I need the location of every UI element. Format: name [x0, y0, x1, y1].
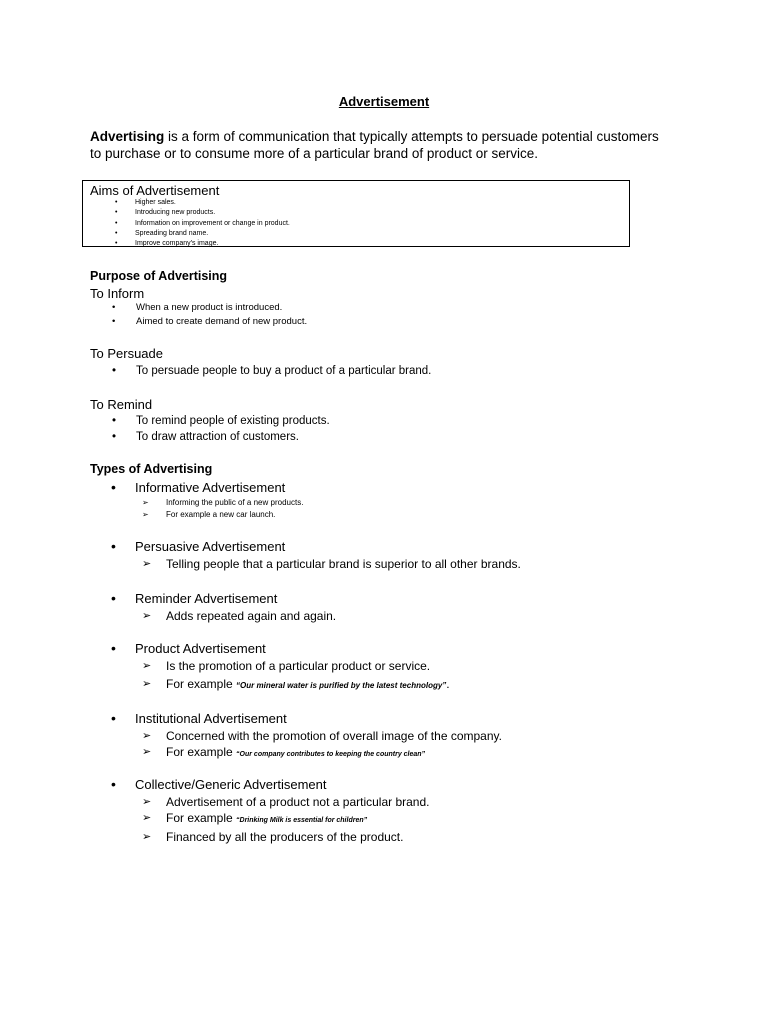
bullet-icon: •	[112, 415, 117, 427]
type-collective	[90, 777, 730, 845]
list-item: • Higher sales.	[115, 199, 176, 206]
arrow-bullet-icon: ➢	[142, 746, 152, 758]
type-reminder	[90, 591, 690, 624]
list-item: ➢ For example “Our mineral water is purified by the latest technology”.	[142, 677, 450, 691]
informative-list	[90, 497, 690, 521]
collective-list	[90, 794, 730, 845]
persuade-list	[90, 363, 431, 379]
type-heading: Product Advertisement	[135, 641, 266, 656]
type-persuasive	[90, 539, 730, 572]
bullet-icon: •	[115, 229, 118, 237]
list-item: ➢ Adds repeated again and again.	[142, 609, 337, 623]
arrow-bullet-icon: ➢	[142, 796, 152, 808]
remind-list	[90, 413, 330, 445]
bullet-icon: •	[111, 590, 116, 606]
aims-box	[82, 180, 630, 247]
arrow-bullet-icon: ➢	[142, 831, 152, 843]
list-item: • Spreading brand name.	[115, 229, 209, 237]
purpose-heading: Purpose of Advertising	[90, 269, 228, 283]
bullet-icon: •	[115, 219, 118, 227]
bullet-icon: •	[112, 431, 117, 443]
intro-term: Advertising	[90, 129, 165, 144]
list-item: • Information on improvement or change in product.	[115, 219, 290, 227]
type-heading: Persuasive Advertisement	[135, 539, 286, 554]
list-item: • To persuade people to buy a product of a particular brand.	[112, 365, 432, 377]
list-item: • When a new product is introduced.	[112, 302, 283, 313]
list-item: ➢ For example a new car launch.	[142, 510, 276, 519]
persuasive-list	[90, 556, 730, 572]
type-heading: Institutional Advertisement	[135, 711, 287, 726]
types-heading: Types of Advertising	[90, 462, 213, 476]
list-item: ➢ Informing the public of a new products.	[142, 498, 304, 507]
bullet-icon: •	[111, 479, 116, 495]
aims-list	[83, 198, 290, 249]
type-product	[90, 641, 730, 694]
type-heading: Reminder Advertisement	[135, 591, 278, 606]
list-item: ➢ Advertisement of a product not a particular brand.	[142, 795, 430, 809]
type-institutional	[90, 711, 730, 763]
bullet-icon: •	[115, 240, 118, 248]
example-quote: “Drinking Milk is essential for children”	[236, 817, 368, 824]
inform-heading: To Inform	[90, 286, 145, 301]
aims-heading: Aims of Advertisement	[90, 183, 220, 198]
type-heading: Collective/Generic Advertisement	[135, 777, 327, 792]
bullet-icon: •	[112, 365, 117, 377]
list-item: • To draw attraction of customers.	[112, 431, 299, 443]
list-item: ➢ Is the promotion of a particular product or service.	[142, 659, 431, 673]
list-item: • Improve company's image.	[115, 240, 219, 248]
arrow-bullet-icon: ➢	[142, 812, 152, 824]
inform-list	[90, 301, 307, 329]
bullet-icon: •	[111, 776, 116, 792]
bullet-icon: •	[112, 316, 116, 327]
arrow-bullet-icon: ➢	[142, 558, 152, 570]
arrow-bullet-icon: ➢	[142, 730, 152, 742]
bullet-icon: •	[115, 199, 118, 206]
example-quote: “Our mineral water is purified by the latest technology”	[236, 681, 447, 690]
list-item: ➢ Financed by all the producers of the product.	[142, 830, 404, 844]
list-item: ➢ Telling people that a particular brand is superior to all other brands.	[142, 557, 521, 571]
reminder-list	[90, 608, 690, 624]
institutional-list	[90, 728, 730, 763]
remind-heading: To Remind	[90, 397, 153, 412]
intro-text: is a form of communication that typically attempts to persuade potential customers to purchase or to consume more of a particular brand of product or service.	[90, 129, 659, 161]
list-item: • To remind people of existing products.	[112, 415, 330, 427]
bullet-icon: •	[111, 640, 116, 656]
bullet-icon: •	[111, 710, 116, 726]
arrow-bullet-icon: ➢	[142, 660, 152, 672]
persuade-heading: To Persuade	[90, 346, 163, 361]
product-list	[90, 658, 730, 694]
list-item: ➢ Concerned with the promotion of overall image of the company.	[142, 729, 502, 743]
bullet-icon: •	[111, 538, 116, 554]
list-item: ➢ For example “Drinking Milk is essential for children”	[142, 811, 368, 825]
list-item: • Introducing new products.	[115, 209, 216, 217]
type-informative	[90, 480, 690, 521]
document-title: Advertisement	[338, 94, 430, 109]
list-item: • Aimed to create demand of new product.	[112, 316, 308, 327]
arrow-bullet-icon: ➢	[142, 510, 149, 519]
bullet-icon: •	[115, 209, 118, 217]
arrow-bullet-icon: ➢	[142, 610, 152, 622]
arrow-bullet-icon: ➢	[142, 678, 152, 690]
type-heading: Informative Advertisement	[135, 480, 286, 495]
intro-paragraph	[90, 128, 660, 162]
arrow-bullet-icon: ➢	[142, 498, 149, 507]
example-quote: “Our company contributes to keeping the country clean”	[236, 751, 426, 758]
list-item: ➢ For example “Our company contributes to keeping the country clean”	[142, 745, 426, 759]
bullet-icon: •	[112, 302, 116, 313]
